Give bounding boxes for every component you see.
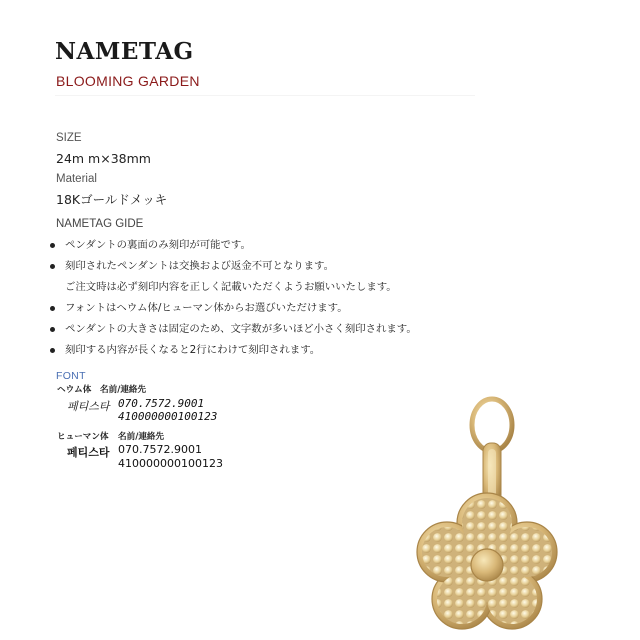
sample-name-human: 페티스타 <box>67 446 110 459</box>
font-caption-heum: 名前/連絡先 <box>100 385 147 395</box>
guide-list <box>50 238 417 364</box>
sample-line1-heum: 070.7572.9001 <box>118 397 205 410</box>
sample-name-heum: 페티스타 <box>67 400 110 413</box>
guide-item <box>50 280 417 301</box>
font-caption-human: 名前/連絡先 <box>118 432 165 442</box>
guide-heading: NAMETAG GIDE <box>56 218 144 230</box>
bullet-icon <box>50 264 55 269</box>
guide-item-text: フォントはヘウム体/ヒューマン体からお選びいただけます。 <box>65 302 348 314</box>
flower-pendant-icon <box>395 385 585 635</box>
sample-line1-human: 070.7572.9001 <box>118 443 202 456</box>
size-value: 24m m×38mm <box>56 151 151 166</box>
header-divider <box>55 95 475 96</box>
collection-subtitle: BLOOMING GARDEN <box>56 73 200 89</box>
page-title: NAMETAG <box>55 38 194 65</box>
guide-item <box>50 301 417 322</box>
guide-item <box>50 322 417 343</box>
guide-item <box>50 259 417 280</box>
guide-item-text: ご注文時は必ず刻印内容を正しく記載いただくようお願いいたします。 <box>65 281 397 293</box>
guide-item-text: 刻印する内容が長くなると2行にわけて刻印されます。 <box>65 344 321 356</box>
guide-item <box>50 238 417 259</box>
font-name-heum: ヘウム体 <box>57 385 92 395</box>
bullet-icon <box>50 306 55 311</box>
sample-line2-heum: 410000000100123 <box>118 410 218 423</box>
guide-item-text: ペンダントの大きさは固定のため、文字数が多いほど小さく刻印されます。 <box>65 323 417 335</box>
size-label: SIZE <box>56 132 82 144</box>
guide-item-text: 刻印されたペンダントは交換および返金不可となります。 <box>65 260 335 272</box>
bullet-icon <box>50 243 55 248</box>
guide-item <box>50 343 417 364</box>
font-name-human: ヒューマン体 <box>57 432 109 442</box>
font-heading: FONT <box>56 370 86 382</box>
bullet-icon <box>50 327 55 332</box>
material-value: 18Kゴールドメッキ <box>56 192 168 207</box>
bullet-icon <box>50 348 55 353</box>
material-label: Material <box>56 173 97 185</box>
sample-line2-human: 410000000100123 <box>118 457 223 470</box>
guide-item-text: ペンダントの裏面のみ刻印が可能です。 <box>65 239 251 251</box>
